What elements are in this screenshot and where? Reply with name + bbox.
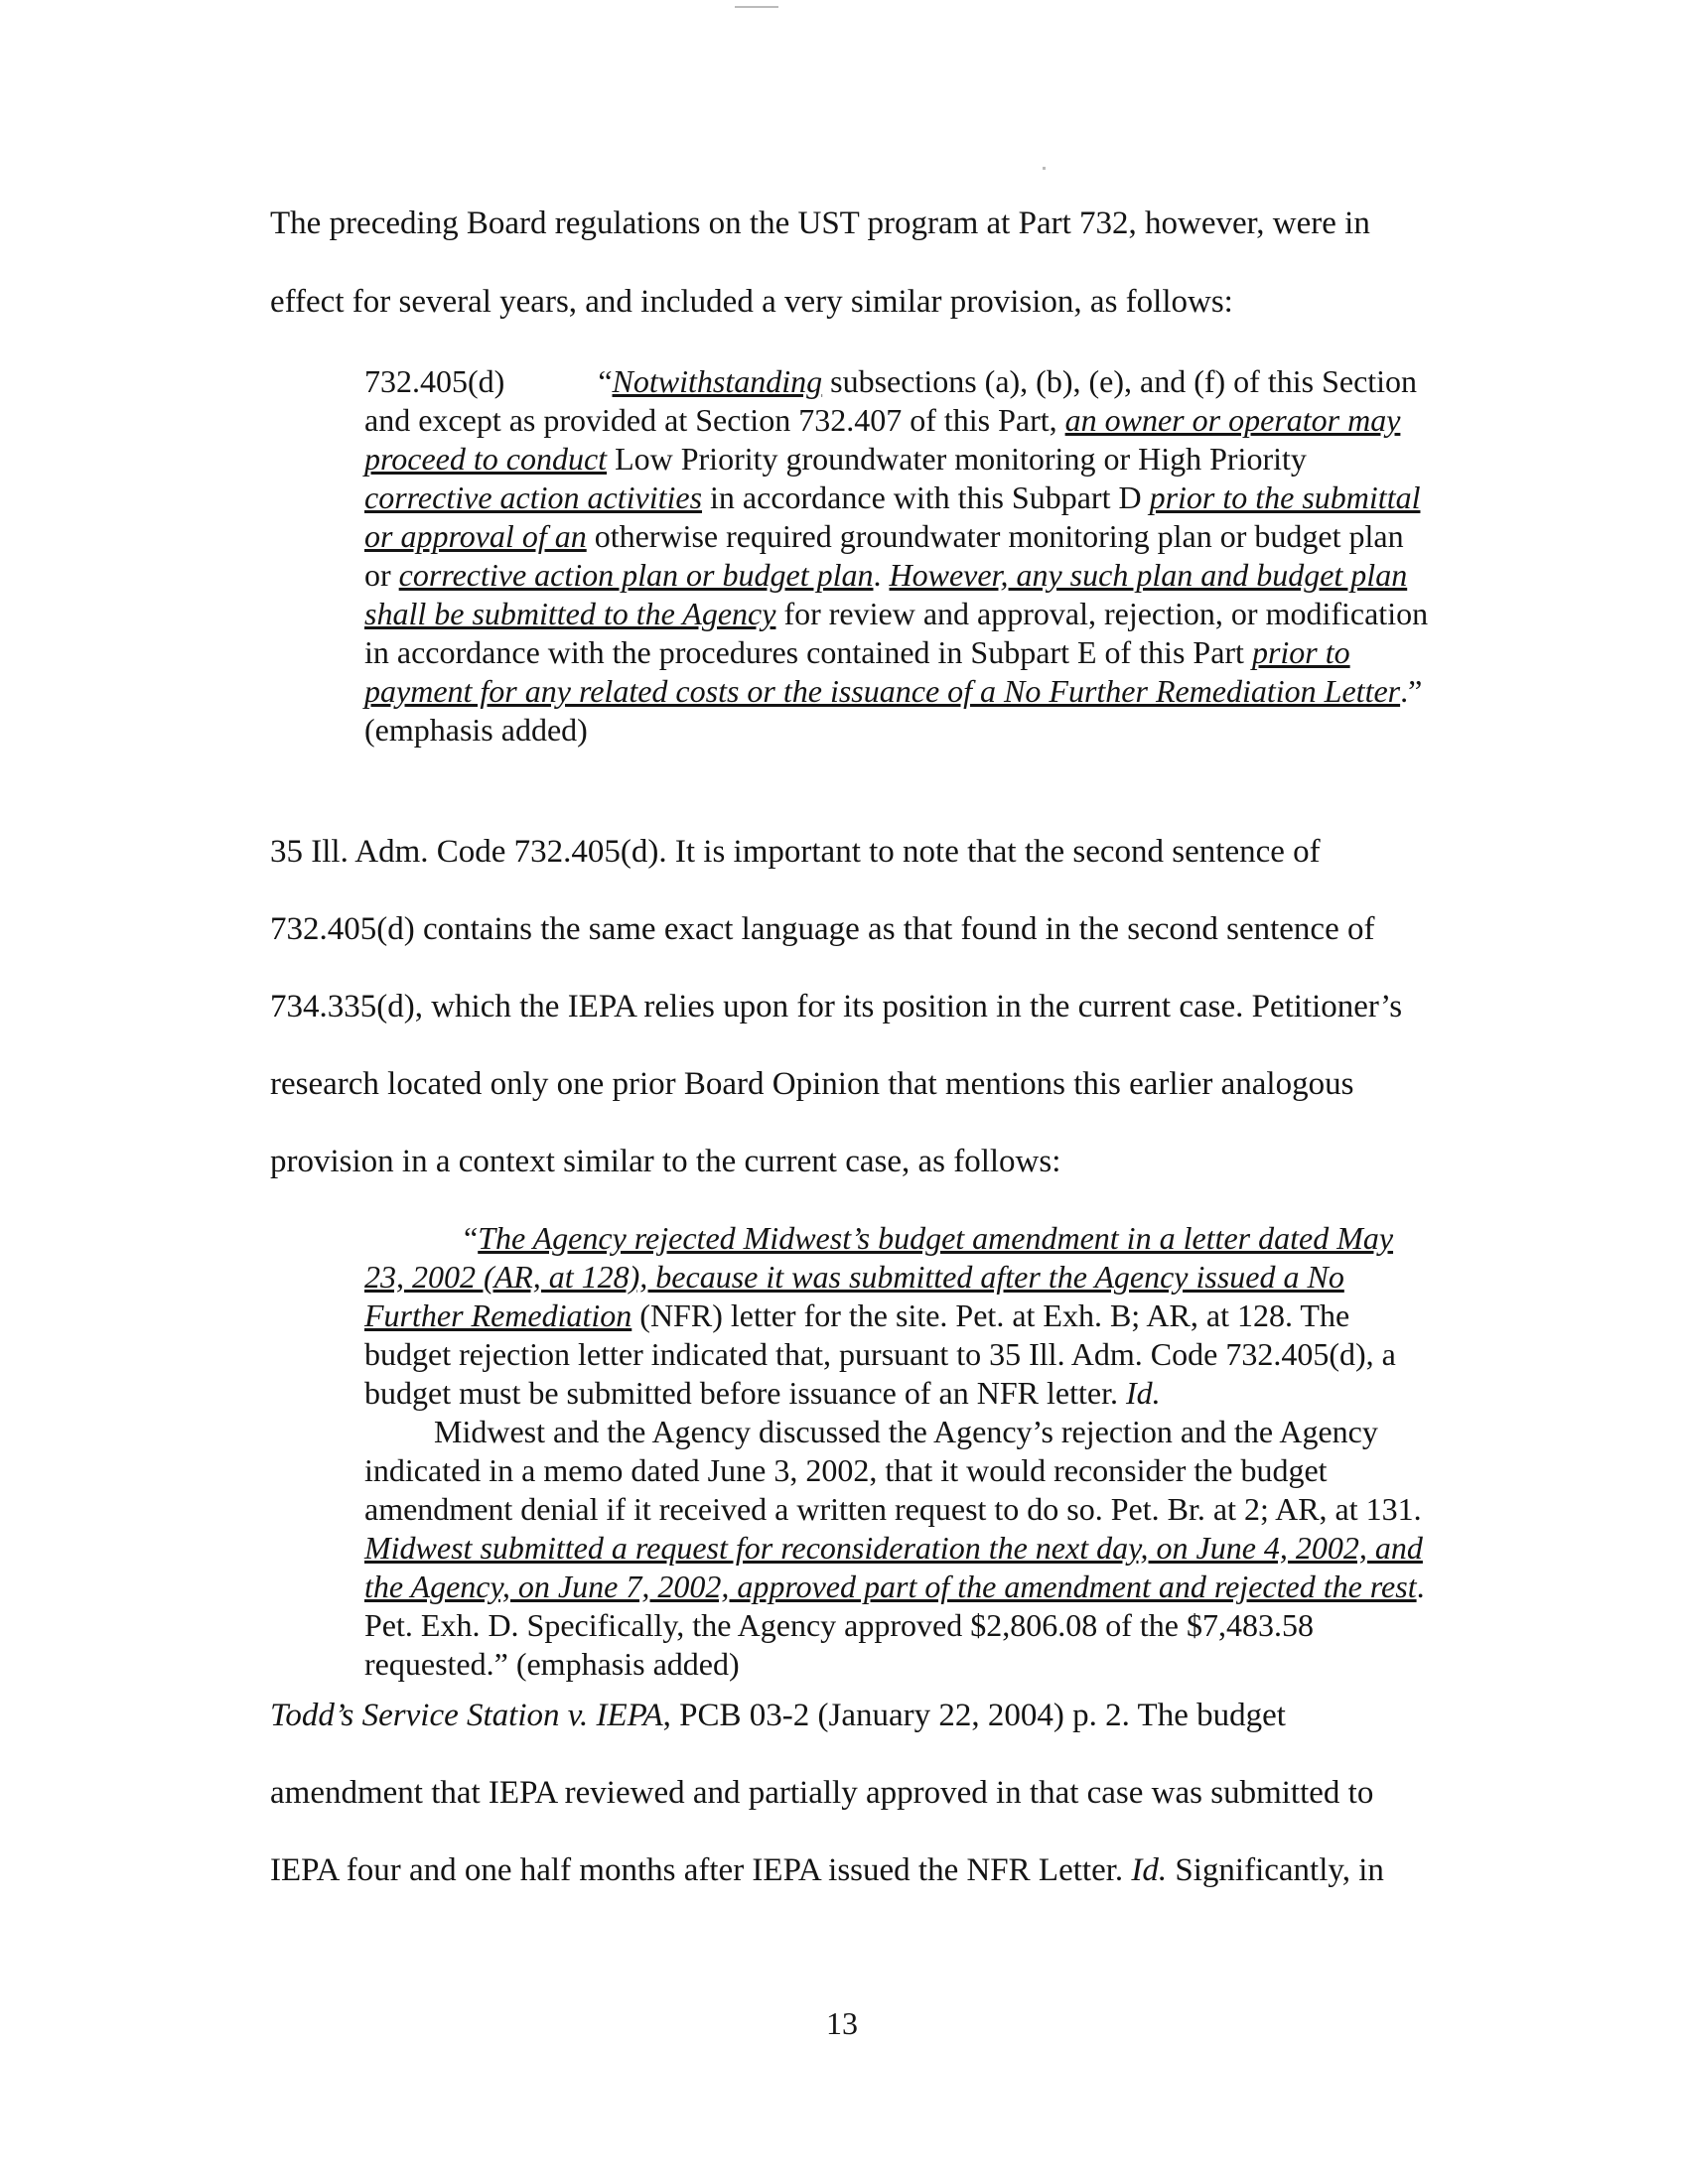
para2-line-3: 734.335(d), which the IEPA relies upon for its position in the current case. Petitioner’s [270, 989, 1403, 1024]
para2-line-1: 35 Ill. Adm. Code 732.405(d). It is important to note that the second sentence of [270, 834, 1321, 870]
para1-line-1: The preceding Board regulations on the UST program at Part 732, however, were in [270, 205, 1370, 241]
quote1-em-however: However, any such plan and budget plan shall be submitted to the Agency [364, 557, 1408, 631]
block-quote-732-405d [364, 362, 1437, 750]
quote2-open: “ [464, 1220, 479, 1256]
scan-artifact-top [735, 6, 778, 8]
quote1-em-corrective-plan: corrective action plan or budget plan [398, 557, 874, 593]
page-number: 13 [826, 2005, 858, 2041]
quote1-section-number: 732.405(d) [364, 363, 505, 399]
para3-line-2: amendment that IEPA reviewed and partially approved in that case was submitted to [270, 1775, 1374, 1811]
para2-line-4: research located only one prior Board Opinion that mentions this earlier analogous [270, 1066, 1354, 1102]
quote1-em-owner-operator: an owner or operator may proceed to conduct [364, 402, 1401, 477]
para2-line-2: 732.405(d) contains the same exact language as that found in the second sentence of [270, 911, 1375, 947]
para3-line-1: Todd’s Service Station v. IEPA, PCB 03-2 (January 22, 2004) p. 2. The budget [270, 1698, 1286, 1733]
quote2-em-reconsideration: Midwest submitted a request for reconsideration the next day, on June 4, 2002, and the Agency, on June 7, 2002, approved part of the amendment and rejected the rest [364, 1530, 1423, 1604]
case-citation: Todd’s Service Station v. IEPA [270, 1698, 663, 1733]
quote2-para-1: “The Agency rejected Midwest’s budget amendment in a letter dated May 23, 2002 (AR, at 128), because it was submitted after the Agency issued a No Further Remediation (NFR) letter for the site. Pet. at Exh. B; AR, at 128. The budget rejection letter indicated that, pursuant to 35 Ill. Adm. Code 732.405(d), a budget must be submitted before issuance of an NFR letter. Id. [364, 1220, 1396, 1411]
quote2-em-agency-rejected: The Agency rejected Midwest’s budget amendment in a letter dated May 23, 2002 (AR, at 128), because it was submitted after the Agency issued a No Further Remediation [364, 1220, 1394, 1333]
para1-line-2: effect for several years, and included a very similar provision, as follows: [270, 284, 1233, 320]
quote2-id-cite: Id. [1125, 1375, 1161, 1411]
para3-line-3: IEPA four and one half months after IEPA issued the NFR Letter. Id. Significantly, in [270, 1852, 1384, 1888]
quote2-para-2: Midwest and the Agency discussed the Agency’s rejection and the Agency indicated in a memo dated June 3, 2002, that it would reconsider the budget amendment denial if it received a written request to do so. Pet. Br. at 2; AR, at 131. Midwest submitted a request for reconsideration the next day, on June 4, 2002, and the Agency, on June 7, 2002, approved part of the amendment and rejected the rest. Pet. Exh. D. Specifically, the Agency approved $2,806.08 of the $7,483.58 requested.” (emphasis added) [364, 1414, 1425, 1682]
quote1-open: “ [598, 363, 613, 399]
block-quote-todds [364, 1219, 1437, 1684]
quote1-em-prior-to-payment: prior to payment for any related costs or the issuance of a No Further Remediation Letter [364, 634, 1401, 709]
quote1-text: 732.405(d) “Notwithstanding subsections (a), (b), (e), and (f) of this Section and except as provided at Section 732.407 of this Part, an owner or operator may proceed to conduct Low Priority groundwater monitoring or High Priority corrective action activities in accordance with this Subpart D prior to the submittal or approval of an otherwise required groundwater monitoring plan or budget plan or corrective action plan or budget plan. However, any such plan and budget plan shall be submitted to the Agency for review and approval, rejection, or modification in accordance with the procedures contained in Subpart E of this Part prior to payment for any related costs or the issuance of a No Further Remediation Letter.” (emphasis added) [364, 363, 1429, 748]
quote1-em-notwithstanding: Notwithstanding [612, 363, 823, 399]
quote1-em-prior-to-submittal: prior to the submittal or approval of an [364, 479, 1421, 554]
para2-line-5: provision in a context similar to the current case, as follows: [270, 1144, 1061, 1179]
quote1-em-corrective-action: corrective action activities [364, 479, 703, 515]
id-citation: Id. [1131, 1852, 1168, 1888]
scan-artifact-dot [1043, 167, 1046, 170]
